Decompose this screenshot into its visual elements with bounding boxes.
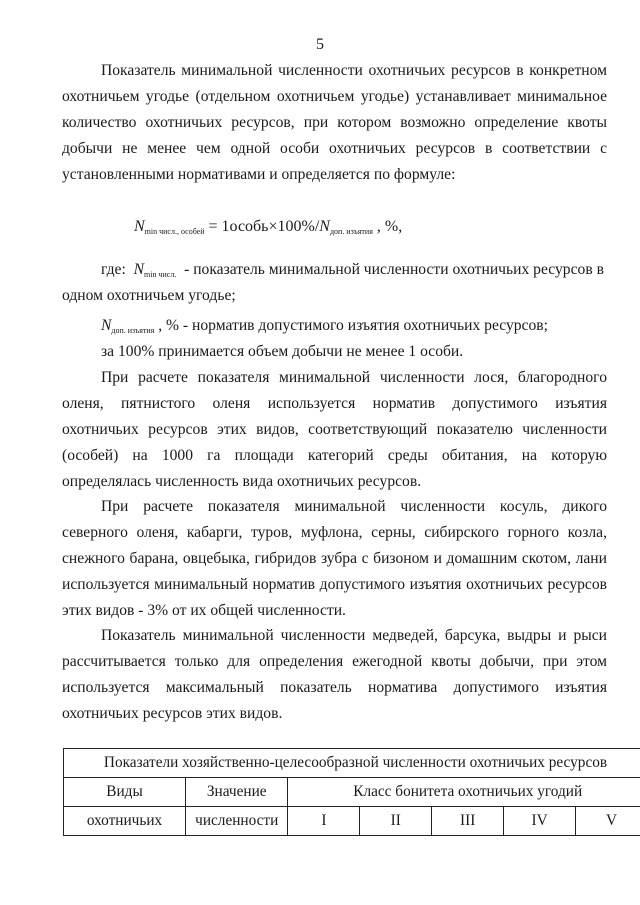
norm-text: , % - норматив допустимого изъятия охотничьих ресурсов;	[158, 317, 548, 334]
formula-subscript-dop: доп. изъятия	[329, 227, 373, 236]
formula-main	[134, 218, 402, 236]
table-header-row-1	[64, 778, 640, 807]
norm-subscript: доп. изъятия	[111, 326, 155, 335]
page-bottom-edge	[0, 842, 640, 905]
table-title: Показатели хозяйственно-целесообразной численности охотничьих ресурсов	[64, 749, 640, 778]
paragraph-bear: Показатель минимальной численности медведей, барсука, выдры и рыси рассчитывается только для определения ежегодной квоты добычи, при этом используется максимальный показатель норматива допустимого изъятия охотничьих ресурсов этих видов.	[62, 627, 607, 722]
resource-table	[63, 748, 640, 836]
header-value: Значение	[186, 778, 288, 807]
header-species-cont: охотничьих	[64, 807, 186, 836]
paragraph-intro: Показатель минимальной численности охотничьих ресурсов в конкретном охотничьем угодье (отдельном охотничьем угодье) устанавливает минимальное количество охотничьих ресурсов, при котором возможно определение квоты добычи не менее чем одной особи охотничьих ресурсов в соответствии с установленными нормативами и определяется по формуле:	[62, 62, 607, 183]
header-value-cont: численности	[186, 807, 288, 836]
header-species: Виды	[64, 778, 186, 807]
formula-symbol-n: N	[134, 218, 145, 235]
formula-equals: = 1особь×100%/	[208, 218, 320, 235]
line-100-percent: за 100% принимается объем добычи не менее 1 особи.	[101, 343, 464, 360]
class-v: V	[576, 807, 640, 836]
where-subscript: min числ.	[144, 270, 177, 279]
where-symbol-n: N	[133, 261, 145, 278]
class-i: I	[288, 807, 360, 836]
where-prefix: где:	[101, 261, 126, 278]
formula-subscript-min: min числ., особей	[144, 227, 205, 236]
page-number: 5	[316, 36, 324, 53]
where-text: - показатель минимальной численности охотничьих ресурсов в	[184, 261, 604, 278]
class-iii: III	[432, 807, 504, 836]
formula-tail: , %,	[376, 218, 403, 235]
norm-symbol-n: N	[101, 317, 112, 334]
header-bonitet-class: Класс бонитета охотничьих угодий	[288, 778, 640, 807]
where-continuation: одном охотничьем угодье;	[62, 287, 236, 304]
table-header-row-2	[64, 807, 640, 836]
class-ii: II	[360, 807, 432, 836]
table-title-row	[64, 749, 640, 778]
paragraph-elk: При расчете показателя минимальной численности лося, благородного оленя, пятнистого оленя используется норматив допустимого изъятия охотничьих ресурсов этих видов, соответствующий показателю численности (особей) на 1000 га площади категорий среды обитания, на которую определялась численность вида охотничьих ресурсов.	[62, 369, 607, 490]
class-iv: IV	[504, 807, 576, 836]
formula-symbol-n2: N	[319, 218, 330, 235]
paragraph-roe: При расчете показателя минимальной численности косуль, дикого северного оленя, кабарги, туров, муфлона, серны, сибирского горного козла, снежного барана, овцебыка, гибридов зубра с бизоном и домашним скотом, лани используется минимальный норматив допустимого изъятия охотничьих ресурсов этих видов - 3% от их общей численности.	[62, 498, 607, 619]
